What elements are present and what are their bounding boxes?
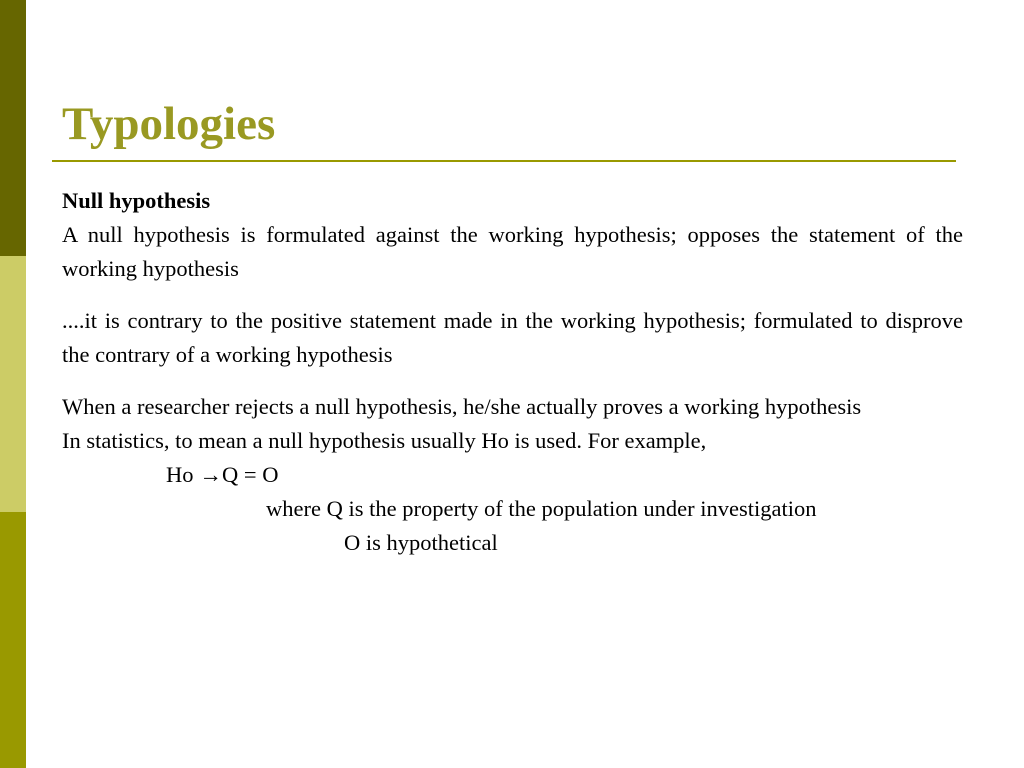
paragraph-rejection: When a researcher rejects a null hypothesis, he/she actually proves a working hypothesis [62, 394, 862, 419]
explanation-line-o: O is hypothetical [344, 530, 498, 555]
slide-title: Typologies [62, 98, 276, 150]
formula-line [62, 458, 963, 492]
right-arrow-icon: → [199, 462, 222, 487]
formula-lhs: Ho [166, 462, 194, 487]
section-heading: Null hypothesis [62, 188, 211, 213]
sidebar-bottom-block [0, 512, 26, 768]
paragraph-definition: A null hypothesis is formulated against the working hypothesis; opposes the statement of the working hypothesis [62, 222, 963, 281]
statistics-intro: In statistics, to mean a null hypothesis usually Ho is used. For example, [62, 428, 707, 453]
slide-content [62, 184, 963, 560]
explanation-line-q: where Q is the property of the population under investigation [266, 496, 817, 521]
paragraph-contrary: ....it is contrary to the positive statement made in the working hypothesis; formulated to disprove the contrary of a working hypothesis [62, 308, 963, 367]
formula-rhs: Q = O [222, 462, 279, 487]
title-underline [52, 160, 956, 162]
sidebar-top-block [0, 0, 26, 256]
sidebar-middle-block [0, 256, 26, 512]
